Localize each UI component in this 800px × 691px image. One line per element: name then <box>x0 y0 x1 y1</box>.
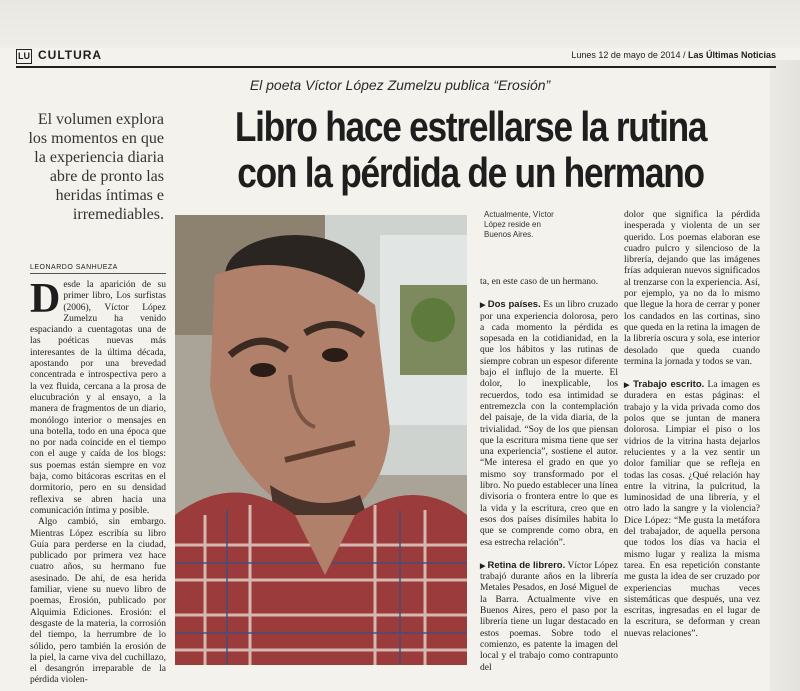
paragraph <box>480 560 618 674</box>
headline-line-1: Libro hace estrellarse la rutina <box>234 103 707 150</box>
paragraph-text: esde la aparición de su primer libro, Los surfistas (2006), Víctor López Zumelzu ha venido espaciando a cuentagotas una de las poéticas nuevas más interesantes de la última década, apostando por una brevedad concentrada e introspectiva pero a la vez fluida, cercana a la prosa de elucubración y al ensayo, a la manera de fragmentos de un diario, monólogo interior o mensajes en una botella, todo en una época que no por nada coincide en el tiempo con el auge y caída de los blogs: sus poemas están siempre en voz baja, como bitácoras escritas en el dormitorio, pero en su densidad reflexiva se abren hacia una comunicación íntima y posible. <box>30 280 166 516</box>
paragraph-text: Víctor López trabajó durante años en la librería Metales Pesados, en José Miguel de la Barra. Actualmente vive en Buenos Aires, pero el paso por la librería tiene un lugar destacado en estos poemas. Sobre todo el comienzo, es patente la imagen del local y el trabajo como contrapunto del <box>480 560 618 673</box>
page-right-bleed <box>770 60 800 691</box>
photo-caption: Actualmente, Víctor López reside en Buenos Aires. <box>484 210 554 239</box>
paragraph <box>480 299 618 549</box>
paragraph: Algo cambió, sin embargo. Mientras López escribía su libro Guía para perderse en la ciudad, publicado por primera vez hace cuatro años, su hermano fue asesinado. De ahí, de esa herida familiar, viene su nuevo libro de poemas, Erosión, publicado por Alquimia Ediciones. Erosión: el desgaste de la materia, la corrosión del tiempo, la herrumbre de lo sólido, pero también la erosión de la piel, la carne viva del cuchillazo, el desangrón irreparable de la pérdida violen- <box>30 517 166 686</box>
page-top-bleed <box>0 0 800 48</box>
paragraph-text: La imagen es duradera en estas páginas: el trabajo y la vida privada como dos polos que se juntan de manera dolorosa. Limpiar el piso o los vidrios de la vitrina hasta dejarlos relucientes y a la vez sentir un dolor familiar que se refleja en todas las cosas. ¿Qué relación hay entre la vitrina, la pulcritud, la luminosidad de una librería, y el otro lado la sangre y la violencia? Dice López: “Me gusta la metáfora del trabajador, de aquella persona que todos los días va hacia el mismo lugar y realiza la misma tarea. En esa repetición constante me gusta la idea de ser cruzado por experiencias muchas veces sistemáticas que después, una vez escritas, ingresadas en el lugar de la escritura, se deforman y crean nuevas relaciones”. <box>624 380 760 639</box>
page-header <box>16 48 776 68</box>
paragraph <box>624 379 760 640</box>
paragraph: ta, en este caso de un hermano. <box>480 277 599 287</box>
byline: LEONARDO SANHUEZA <box>30 264 166 274</box>
paragraph <box>30 276 166 517</box>
article-column-2 <box>480 277 618 674</box>
section-title: CULTURA <box>38 48 103 62</box>
headline <box>190 104 751 196</box>
drop-cap: D <box>30 276 61 322</box>
deck: El volumen explora los momentos en que la experiencia diaria abre de pronto las heridas íntimas e irremediables. <box>28 111 164 223</box>
author-portrait-image <box>175 215 467 665</box>
paragraph-text: Es un libro cruzado por una experiencia dolorosa, pero a cada momento la pérdida es sopesada en la cotidianidad, en la que los hábitos y las rutinas de siempre cobran un espesor diferente bajo el influjo de la muerte. El dolor, lo inexplicable, los recuerdos, todo esa intimidad se entremezcla con la contemplación del paisaje, de la vida diaria, de la trivialidad. “Soy de los que piensan que la escritura misma tiene que ser una experiencia”, sostiene el autor. “Me interesa el grado en que yo mismo soy transformado por el libro. No puedo establecer una línea divisoria o frontera entre lo que es la vida y la escritura, creo que en esos dos países disímiles habita lo que se comprende como obra, en esa estrecha relación”. <box>480 300 619 548</box>
paper-name: Las Últimas Noticias <box>687 50 776 60</box>
subheading: ▶ Trabajo escrito. <box>624 379 704 390</box>
subheading: ▶ Retina de librero. <box>480 560 565 571</box>
article-column-1 <box>30 276 166 687</box>
article-column-3 <box>624 210 760 640</box>
dateline <box>571 50 776 60</box>
newspaper-logo-icon: LU <box>16 49 32 64</box>
subheading: ▶ Dos países. <box>480 299 541 310</box>
paragraph: dolor que significa la pérdida inesperada y violenta de un ser querido. Los poemas elaboran ese cuadro pulcro y silencioso de la librería, dejando que las imágenes frías adquieran nuevos significados al trenzarse con la experiencia. Así, por ejemplo, ya no da lo mismo que llegue la hora de cerrar y poner los candados en las cortinas, sino que queda en la retina la imagen de la librería oscura y sola, ese interior desolado que queda cuando termina la jornada y todos se van. <box>624 210 760 367</box>
kicker: El poeta Víctor López Zumelzu publica “Erosión” <box>249 77 551 93</box>
headline-line-2: con la pérdida de un hermano <box>237 149 704 196</box>
author-photo <box>175 215 467 665</box>
issue-date: Lunes 12 de mayo de 2014 / <box>571 50 686 60</box>
